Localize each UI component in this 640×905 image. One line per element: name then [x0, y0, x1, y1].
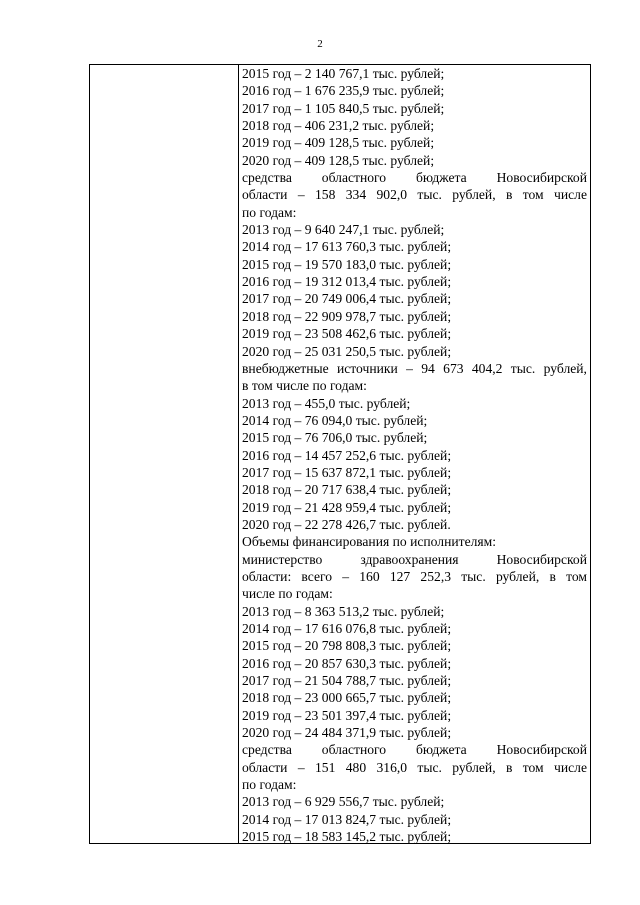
word: здравоохранения — [360, 551, 459, 567]
text-line: 2020 год – 25 031 250,5 тыс. рублей; — [242, 343, 452, 359]
text-line: 2018 год – 406 231,2 тыс. рублей; — [242, 118, 435, 134]
word: в — [505, 187, 513, 203]
text-line: 2017 год – 15 637 872,1 тыс. рублей; — [242, 464, 452, 480]
financing-cell — [242, 65, 587, 845]
word: тыс. — [510, 360, 536, 376]
word: области — [242, 187, 288, 203]
word: том — [522, 759, 544, 775]
word: 316,0 — [376, 759, 408, 775]
text-line: по годам: — [242, 204, 297, 220]
text-line: 2013 год – 6 929 556,7 тыс. рублей; — [242, 794, 445, 810]
word: 127 — [389, 568, 411, 584]
word: рублей, — [495, 568, 540, 584]
word: числе — [554, 759, 587, 775]
word: 673 — [443, 360, 464, 376]
word: Новосибирской — [496, 170, 587, 186]
word: – — [406, 360, 413, 376]
text-line — [242, 169, 587, 186]
text-line: 2020 год – 24 484 371,9 тыс. рублей; — [242, 725, 452, 741]
word: 158 — [314, 187, 336, 203]
text-line: 2015 год – 76 706,0 тыс. рублей; — [242, 430, 428, 446]
text-line — [242, 568, 587, 585]
word: внебюджетные — [242, 360, 329, 376]
text-line: 2019 год – 23 508 462,6 тыс. рублей; — [242, 326, 452, 342]
word: области: — [242, 568, 292, 584]
word: – — [297, 759, 305, 775]
text-line: 2019 год – 409 128,5 тыс. рублей; — [242, 135, 435, 151]
word: 94 — [421, 360, 435, 376]
text-line — [242, 551, 587, 568]
word: 160 — [359, 568, 380, 584]
text-line: 2019 год – 23 501 397,4 тыс. рублей; — [242, 707, 452, 723]
text-line: 2018 год – 20 717 638,4 тыс. рублей; — [242, 482, 452, 498]
text-line: 2015 год – 19 570 183,0 тыс. рублей; — [242, 256, 452, 272]
word: тыс. — [417, 759, 442, 775]
word: 151 — [314, 759, 336, 775]
text-line: 2016 год – 14 457 252,6 тыс. рублей; — [242, 447, 452, 463]
text-line: 2020 год – 409 128,5 тыс. рублей; — [242, 152, 435, 168]
text-line: 2018 год – 22 909 978,7 тыс. рублей; — [242, 308, 452, 324]
text-line: 2016 год – 19 312 013,4 тыс. рублей; — [242, 274, 452, 290]
text-line: 2017 год – 1 105 840,5 тыс. рублей; — [242, 100, 445, 116]
text-line: 2013 год – 9 640 247,1 тыс. рублей; — [242, 222, 445, 238]
word: бюджета — [415, 170, 467, 186]
word: в — [549, 568, 556, 584]
word: том — [522, 187, 544, 203]
text-line: 2015 год – 20 798 808,3 тыс. рублей; — [242, 638, 452, 654]
word: министерство — [242, 551, 323, 567]
word: том — [566, 568, 587, 584]
word: средства — [242, 170, 292, 186]
word: – — [342, 568, 350, 584]
word: областного — [321, 170, 387, 186]
word: – — [297, 187, 305, 203]
text-line: 2014 год – 17 613 760,3 тыс. рублей; — [242, 239, 452, 255]
text-line: 2013 год – 455,0 тыс. рублей; — [242, 395, 411, 411]
word: 252,3 — [420, 568, 452, 584]
word: 480 — [345, 759, 367, 775]
text-line: 2017 год – 20 749 006,4 тыс. рублей; — [242, 291, 452, 307]
word: Новосибирской — [496, 551, 587, 567]
word: рублей, — [452, 759, 496, 775]
text-line: 2016 год – 20 857 630,3 тыс. рублей; — [242, 655, 452, 671]
text-line: по годам: — [242, 777, 297, 793]
word: области — [242, 759, 288, 775]
text-line: 2017 год – 21 504 788,7 тыс. рублей; — [242, 673, 452, 689]
text-line: 2015 год – 18 583 145,2 тыс. рублей; — [242, 829, 452, 845]
word: Новосибирской — [496, 742, 587, 758]
column-divider — [238, 65, 239, 843]
passport-table — [89, 64, 591, 844]
text-line: 2020 год – 22 278 426,7 тыс. рублей. — [242, 516, 451, 532]
text-line — [242, 741, 587, 758]
word: тыс. — [417, 187, 442, 203]
word: 334 — [345, 187, 367, 203]
text-line: числе по годам: — [242, 586, 333, 602]
text-line: 2018 год – 23 000 665,7 тыс. рублей; — [242, 690, 452, 706]
page-number: 2 — [317, 38, 323, 50]
word: в — [505, 759, 513, 775]
text-line — [242, 759, 587, 776]
text-line — [242, 360, 587, 377]
word: бюджета — [415, 742, 467, 758]
word: рублей, — [452, 187, 496, 203]
text-line: 2015 год – 2 140 767,1 тыс. рублей; — [242, 66, 445, 81]
text-line: 2014 год – 17 013 824,7 тыс. рублей; — [242, 811, 452, 827]
text-line — [242, 186, 587, 203]
text-line: 2016 год – 1 676 235,9 тыс. рублей; — [242, 83, 445, 99]
text-line: Объемы финансирования по исполнителям: — [242, 534, 497, 550]
word: средства — [242, 742, 292, 758]
text-line: 2014 год – 76 094,0 тыс. рублей; — [242, 412, 428, 428]
word: 404,2 — [471, 360, 503, 376]
text-line: 2014 год – 17 616 076,8 тыс. рублей; — [242, 621, 452, 636]
word: числе — [554, 187, 587, 203]
word: областного — [321, 742, 387, 758]
word: рублей, — [543, 360, 587, 376]
word: источники — [336, 360, 398, 376]
text-line: 2019 год – 21 428 959,4 тыс. рублей; — [242, 499, 452, 515]
text-line: в том числе по годам: — [242, 378, 367, 394]
word: 902,0 — [376, 187, 408, 203]
word: тыс. — [461, 568, 486, 584]
word: всего — [301, 568, 333, 584]
text-line: 2013 год – 8 363 513,2 тыс. рублей; — [242, 603, 445, 619]
